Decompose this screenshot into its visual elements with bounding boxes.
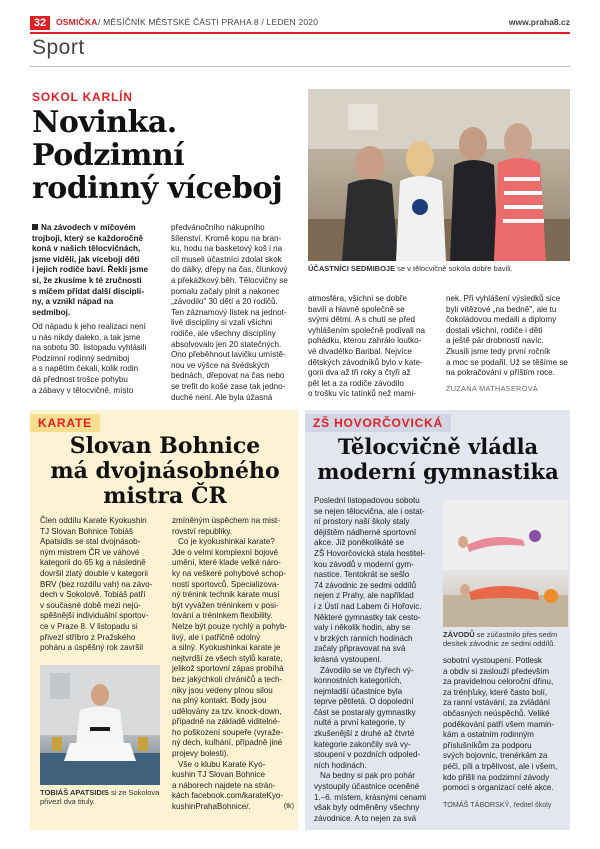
headline-line: Tělocvičně vládla bbox=[337, 434, 539, 459]
headline-line: Novinka. bbox=[32, 105, 177, 140]
photo-illustration bbox=[40, 665, 160, 785]
brand-name: OSMIČKA bbox=[56, 17, 98, 27]
article1-kicker: SOKOL KARLÍN bbox=[32, 90, 133, 104]
article1-column-1: Od nápadu k jeho realizaci není u nás nikdy daleko, a tak jsme na sobotu 30. listopadu vyhlásili Podzimní rodinný sedmiboj a s napětím čekali, kolik rodin dá přednost trošce pohybu a zábavy v tělocvičně, místo bbox=[32, 322, 147, 395]
sedmiboj-photo bbox=[308, 89, 570, 261]
gymnastics-photo bbox=[443, 500, 568, 627]
article3-kicker: ZŠ HOVORČOVICKÁ bbox=[305, 414, 451, 432]
headline-line: rodinný víceboj bbox=[32, 171, 283, 206]
photo-caption: ÚČASTNÍCI SEDMIBOJE se v tělocvičně sokola dobře bavili. bbox=[308, 264, 513, 273]
article2-headline bbox=[40, 434, 290, 509]
article3-headline bbox=[312, 434, 564, 484]
article2-kicker: KARATE bbox=[30, 414, 100, 432]
issue-info: / MĚSÍČNÍK MĚSTSKÉ ČÁSTI PRAHA 8 / LEDEN 2020 bbox=[98, 17, 319, 27]
photo-illustration bbox=[308, 89, 570, 261]
page-number: 32 bbox=[30, 16, 50, 30]
website-link[interactable]: www.praha8.cz bbox=[508, 17, 570, 27]
photo-caption: ZÁVODŮ se zúčastnilo přes sedm desítek závodnic ze sedmi oddílů. bbox=[443, 630, 558, 649]
article3-column-2: sobotní vystoupení. Potlesk a obdiv si zaslouží především za pravidelnou celoroční dřinu, za trénինky, které často bolí, za ranní vstávání, za zvládání občasných neúspěchů. Veliké poděkování patří všem mamin- kám a ostatním rodinným příslušníkům za podporu svých bojovnic, trenérkám za péči, píli a trpělivost, ale i všem, kdo přišli na podzimní závody pomoci s organizací celé akce. bbox=[443, 656, 558, 793]
article1-headline bbox=[32, 106, 302, 205]
headline-line: má dvojnásobného bbox=[50, 458, 280, 484]
article1-lead: Na závodech v míčovém trojboji, který se každoročně koná v našich tělocvičnách, jsme viděli, jak vícebojí děti i jejich rodiče baví. Řekli jsme si, že zkusíme k té zručnosti s míčem přidat další disciplí- ny, a vznikl nápad na sedmiboj. bbox=[32, 223, 149, 317]
section-divider bbox=[30, 66, 570, 67]
article1-column-3: atmosféra, všichni se dobře bavili a hlavně společně se svými dětmi. A s chutí se před vyhlášením společně podívali na pohádku, kterou zahrálo loutko- vé divadélko Baribal. Nejvíce dětských závodníků bylo v kate- gorii dva až tři roky a čtyři až pět let a za rodiče závodilo o trošku víc tatínků než mami- bbox=[308, 294, 425, 399]
photo-caption: TOBIÁŠ APATSIDIS si ze Sokolova přivezl dva tituly. bbox=[40, 788, 160, 806]
article1-column-4: nek. Při vyhlášení výsledků sice byli vítězové „na bedně", ale tu čokoládovou medaili a diplomy dostali všichni, rodiče i děti a ještě pár drobností navíc. Zkusili jsme tedy první ročník a moc se podařil. Už se těšíme se na pokračování v příštím roce. bbox=[446, 294, 568, 378]
article1-author: ZUZANA MATHASEROVÁ bbox=[446, 384, 539, 393]
article2-signature: (tk) bbox=[283, 803, 294, 811]
headline-line: Podzimní bbox=[32, 138, 185, 173]
article3-author: TOMÁŠ TÁBORSKÝ, ředitel školy bbox=[443, 800, 552, 809]
karate-photo bbox=[40, 665, 160, 785]
header-divider bbox=[30, 32, 570, 34]
photo-illustration bbox=[443, 500, 568, 627]
section-title: Sport bbox=[32, 36, 85, 59]
headline-line: mistra ČR bbox=[103, 483, 227, 509]
article2-column-2: zmíněným úspěchem na mist- rovství republiky. Co je kyokushinkai karate? Jde o velmi komplexní bojové umění, které klade velké náro- ky na veškeré pohybové schop- nosti sportovců. Specializova- ný trénink technik karate musí být vyvážen tréninkem v posi- lování a tréninkem flexibility. Nelze být pouze rychlý a pohyb- livý, ale i patřičně odolný a silný. Kyokushinkai karate je nejtvrdší ze všech stylů karate, jelikož sportovní zápas probíhá bez jakýchkoli chráničů a tech- niky jsou vedeny plnou silou na plný kontakt. Body jsou udělovány za tzv. knock-down, případně na základě viditelné- ho poškození soupeře (vyraže- ný dech, kulhání, případně jiné projevy bolesti). Vše o klubu Karate Kyo- kushin TJ Slovan Bohnice a náborech najdete na strán- kách facebook.com/karateKyo- kushinPrahaBohnice/. (tk) bbox=[172, 516, 294, 812]
bullet-square-icon bbox=[32, 224, 38, 230]
article2-column-1: Člen oddílu Karate Kyokushin TJ Slovan Bohnice Tobiáš Apatsidis se stal dvojnásob- ným mistrem ČR ve váhové kategorii do 65 kg a následně dovršil zlatý double v kategorii BRV (bez rozdílu vah) na závo- dech v Sokolově. Tobiáš patří v současné době mezi nejú- spěšnější individuální sportov- ce v Praze 8. V listopadu si přivezl stříbro z Pražského poháru a úspěšný rok završil bbox=[40, 516, 153, 653]
article1-column-2: předvánočního nákupního šílenství. Kromě kopu na bran- ku, hodu na basketový koš i na cíl museli účastníci zdolat skok do dálky, dřepy na čas, člunkový a překážkový běh. Tělocvičny se pomalu začaly plnit a nakonec „závodilo" 30 dětí a 20 rodičů. Ten záznamový lístek na jednot- livé disciplíny si vzali všichni rodiče, ale všechny disciplíny absolvovalo jen 20 statečných. Ono přeběhnout lavičku umístě- nou ve výšce na švédských bednách, dřepovat na čas nebo se trefit do koše zase tak jedno- duché není. Ale byla úžasná bbox=[171, 223, 288, 402]
headline-line: Slovan Bohnice bbox=[69, 433, 261, 459]
headline-line: moderní gymnastika bbox=[317, 459, 559, 484]
article3-column-1: Poslední listopadovou sobotu se nejen tělocvična, ale i ostat- ní prostory naší školy staly dějištěm nádherné sportovní akce. Již poněkolikáté se ZŠ Hovorčovická stala hostitel- kou závodů v moderní gym- nastice. Tentokrát se sešlo 74 závodnic ze sedmi oddílů nejen z Prahy, ale například i z Ústí nad Labem či Hořovic. Některé gymnastky tak cesto- valy i několik hodin, aby se v brzkých ranních hodinách začaly připravovat na svá krásná vystoupení. Závodilo se ve čtyřech vý- konnostních kategoriích, nejmladší účastnice byla teprve pětiletá. O dopolední část se postaraly gymnastky nulté a první kategorie, ty zkušenější z druhé až čtvrté kategorie zakončily svá vy- stoupení v pozdních odpoled- ních hodinách. Na bedny si pak pro pohár vystoupily účastnice oceněné 1.–6. místem, krásnými cenami však byly odměněny všechny závodnice. A to nejen za svá bbox=[314, 496, 426, 823]
